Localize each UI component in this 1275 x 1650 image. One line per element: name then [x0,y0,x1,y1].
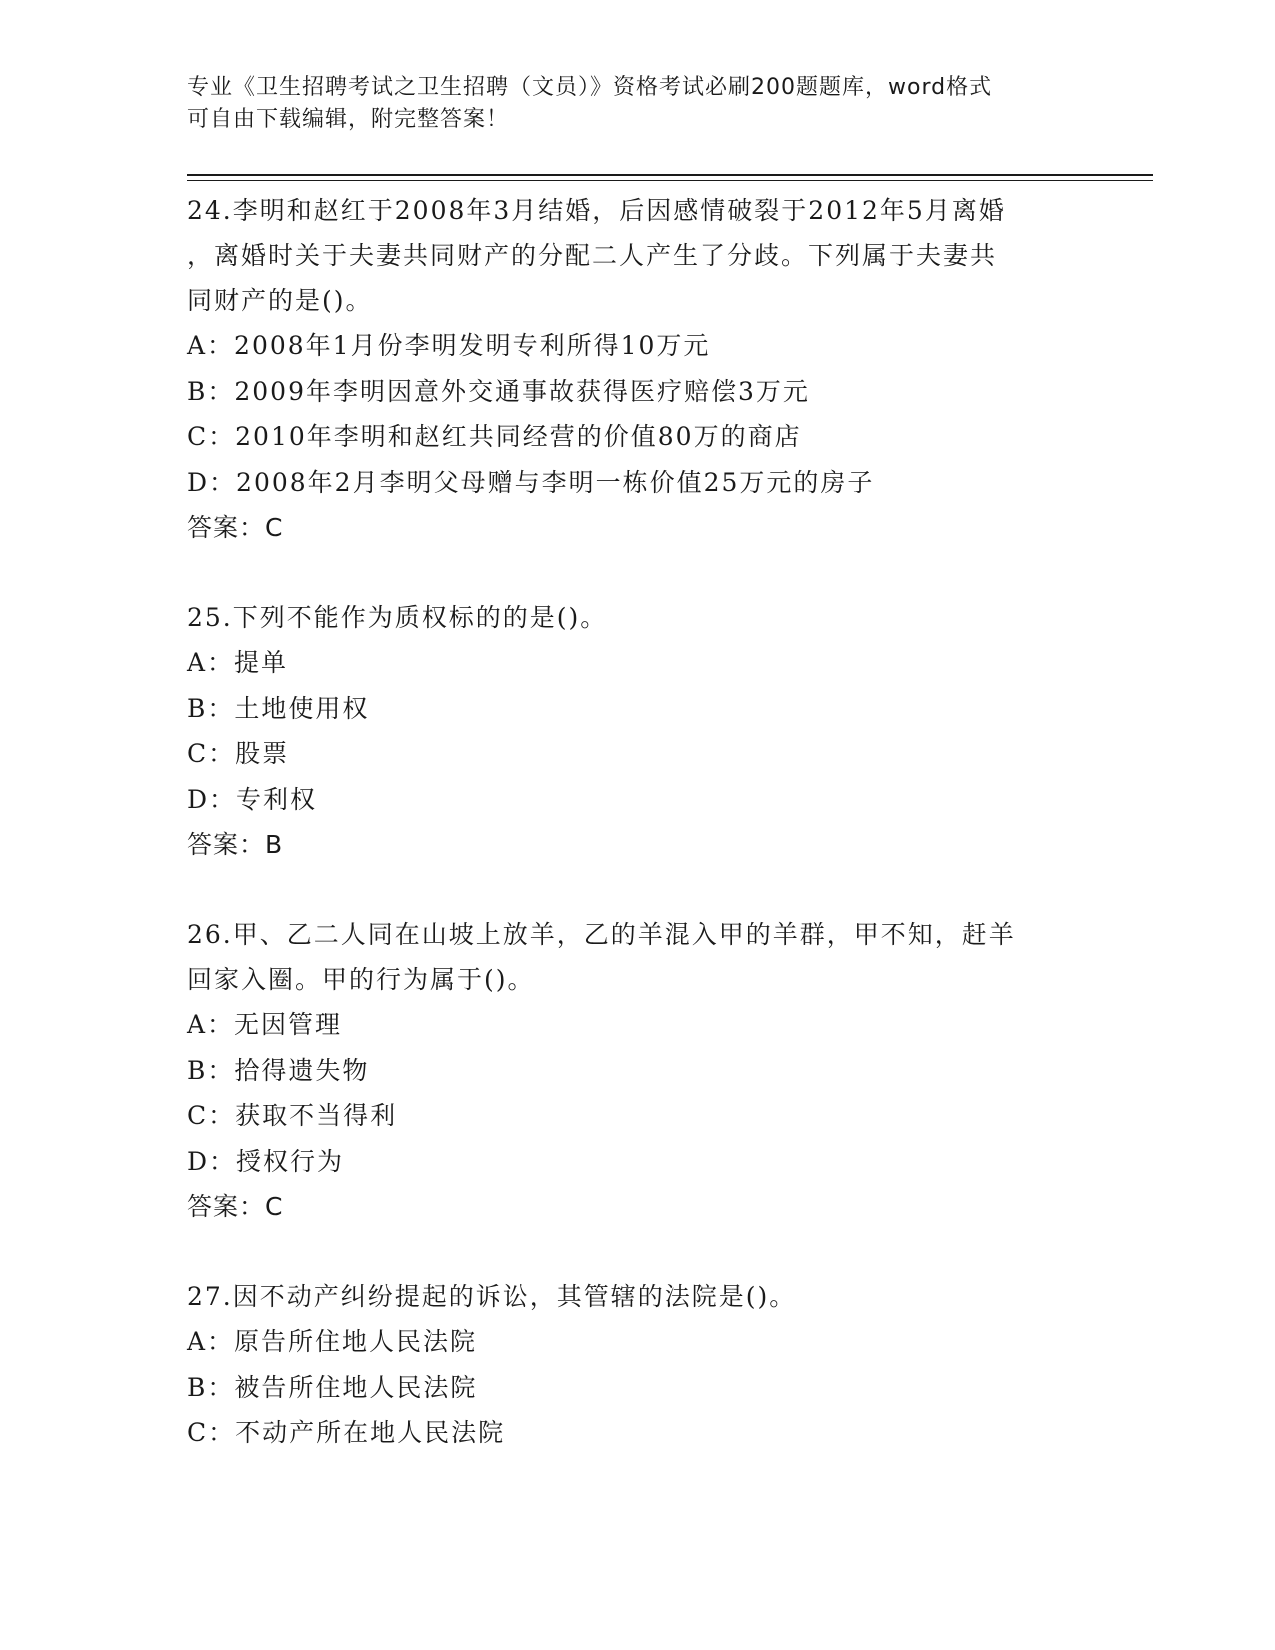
answer-label: 答案：C [187,1192,284,1221]
option-a: A：提单 [187,648,289,677]
question-stem-line: ，离婚时关于夫妻共同财产的分配二人产生了分歧。下列属于夫妻共 [187,241,998,270]
option-d: D：专利权 [187,784,318,814]
option-c: C：2010年李明和赵红共同经营的价值80万的商店 [187,422,802,451]
question-24 [187,188,1087,550]
option-a: A：2008年1月份李明发明专利所得10万元 [187,331,711,360]
question-27 [187,1274,1087,1456]
option-c: C：不动产所在地人民法院 [187,1418,506,1447]
option-b: B：土地使用权 [187,693,370,723]
question-stem-line: 24.李明和赵红于2008年3月结婚，后因感情破裂于2012年5月离婚 [187,196,1006,225]
question-stem-line: 回家入圈。甲的行为属于()。 [187,965,535,994]
question-stem-line: 26.甲、乙二人同在山坡上放羊，乙的羊混入甲的羊群，甲不知，赶羊 [187,920,1016,949]
option-a: A：无因管理 [187,1010,343,1039]
header-line-1: 专业《卫生招聘考试之卫生招聘（文员）》资格考试必刷200题题库，word格式 [187,75,993,100]
question-25 [187,595,1087,867]
header-divider-thin [187,180,1153,181]
document-header [187,72,1087,136]
header-divider-thick [187,174,1153,176]
answer-label: 答案：C [187,513,284,542]
question-26 [187,912,1087,1229]
option-d: D：2008年2月李明父母赠与李明一栋价值25万元的房子 [187,467,875,497]
question-list [187,188,1087,1501]
option-b: B：2009年李明因意外交通事故获得医疗赔偿3万元 [187,376,810,406]
answer-label: 答案：B [187,830,284,859]
header-line-2: 可自由下载编辑，附完整答案！ [187,107,510,132]
question-stem-line: 同财产的是()。 [187,286,373,315]
option-a: A：原告所住地人民法院 [187,1327,478,1356]
option-c: C：股票 [187,739,290,768]
option-c: C：获取不当得利 [187,1101,398,1130]
option-b: B：拾得遗失物 [187,1055,370,1085]
option-b: B：被告所住地人民法院 [187,1372,478,1402]
question-stem-line: 27.因不动产纠纷提起的诉讼，其管辖的法院是()。 [187,1282,797,1311]
option-d: D：授权行为 [187,1146,345,1176]
question-stem-line: 25.下列不能作为质权标的的是()。 [187,603,608,632]
